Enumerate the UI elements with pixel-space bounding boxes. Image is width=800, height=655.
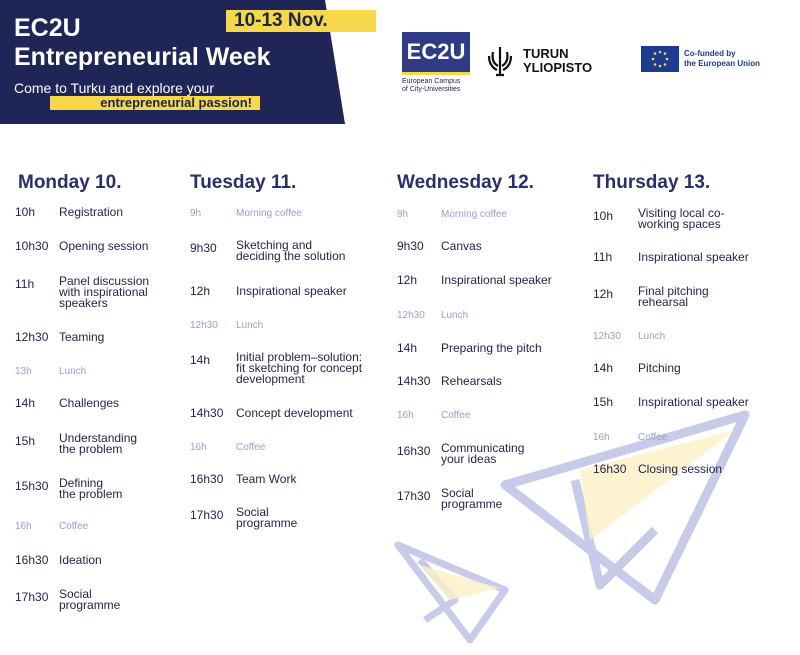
schedule-time: 14h <box>190 353 211 367</box>
day-title: Monday 10. <box>18 172 122 193</box>
schedule-time: 10h <box>593 209 614 223</box>
schedule-activity: Preparing the pitch <box>441 341 542 355</box>
day-title: Wednesday 12. <box>397 172 534 193</box>
schedule-time: 12h30 <box>397 310 425 321</box>
schedule-time: 15h <box>593 395 614 409</box>
eu-flag-icon <box>641 46 679 72</box>
schedule-time: 16h30 <box>190 472 224 486</box>
schedule-time: 14h <box>397 341 418 355</box>
schedule-activity: Understanding the problem <box>59 431 138 456</box>
event-dates: 10-13 Nov. <box>226 10 376 32</box>
schedule-time: 14h <box>15 396 36 410</box>
schedule-activity: Inspirational speaker <box>638 395 749 409</box>
schedule-activity: Pitching <box>638 361 681 375</box>
schedule-time: 9h <box>190 208 202 219</box>
schedule-time: 10h30 <box>15 239 49 253</box>
schedule-time: 16h30 <box>15 553 49 567</box>
schedule-time: 12h30 <box>593 331 621 342</box>
event-title: EC2U Entrepreneurial Week <box>14 14 271 71</box>
schedule-activity: Social programme <box>59 587 121 612</box>
schedule-time: 9h30 <box>397 239 424 253</box>
schedule-time: 16h <box>190 442 207 453</box>
schedule-time: 12h30 <box>15 330 49 344</box>
schedule-time: 9h30 <box>190 241 217 255</box>
schedule-time: 9h <box>397 209 409 220</box>
university-of-turku-logo: TURUN YLIOPISTO <box>485 44 592 78</box>
schedule-time: 16h <box>15 521 32 532</box>
schedule-time: 12h <box>190 284 211 298</box>
schedule-time: 16h <box>397 410 414 421</box>
schedule-time: 10h <box>15 205 36 219</box>
schedule-activity: Morning coffee <box>236 208 302 219</box>
schedule-activity: Panel discussion with inspirational speakers <box>59 274 150 310</box>
schedule-activity: Closing session <box>638 462 723 476</box>
schedule-activity: Inspirational speaker <box>638 250 749 264</box>
schedule-activity: Lunch <box>236 320 264 331</box>
schedule-activity: Coffee <box>441 410 471 421</box>
schedule-time: 12h <box>397 273 418 287</box>
event-subtitle-highlight: entrepreneurial passion! <box>50 96 260 110</box>
torch-icon <box>485 44 515 78</box>
schedule-activity: Concept development <box>236 406 353 420</box>
ec2u-logo: EC2U European Campus of City-Universities <box>402 32 480 94</box>
schedule-time: 17h30 <box>190 508 224 522</box>
schedule-time: 14h <box>593 361 614 375</box>
schedule-activity: Sketching and deciding the solution <box>236 238 346 263</box>
schedule-time: 13h <box>15 366 32 377</box>
schedule-activity: Final pitching rehearsal <box>638 284 709 309</box>
schedule-activity: Coffee <box>59 521 89 532</box>
schedule-time: 16h <box>593 432 610 443</box>
schedule-activity: Morning coffee <box>441 209 507 220</box>
schedule-activity: Visiting local co- working spaces <box>638 206 725 231</box>
schedule-activity: Lunch <box>441 310 469 321</box>
schedule-activity: Inspirational speaker <box>236 284 347 298</box>
eu-cofunded-logo: Co-funded by the European Union <box>641 46 760 72</box>
schedule-activity: Coffee <box>236 442 266 453</box>
schedule-activity: Ideation <box>59 553 102 567</box>
schedule-activity: Challenges <box>59 396 120 410</box>
schedule-activity: Initial problem–solution: fit sketching for concept development <box>236 350 363 386</box>
schedule-time: 11h <box>15 277 35 291</box>
schedule-time: 17h30 <box>397 489 431 503</box>
schedule-activity: Social programme <box>441 486 503 511</box>
schedule-time: 14h30 <box>397 374 431 388</box>
schedule-time: 15h30 <box>15 479 49 493</box>
schedule-activity: Inspirational speaker <box>441 273 552 287</box>
schedule-activity: Team Work <box>236 472 297 486</box>
schedule-activity: Opening session <box>59 239 149 253</box>
schedule-activity: Defining the problem <box>59 476 123 501</box>
day-title: Thursday 13. <box>593 172 711 193</box>
schedule-activity: Social programme <box>236 505 298 530</box>
schedule-activity: Communicating your ideas <box>441 441 525 466</box>
schedule-time: 15h <box>15 434 36 448</box>
schedule-activity: Canvas <box>441 239 482 253</box>
schedule-time: 17h30 <box>15 590 49 604</box>
schedule-time: 11h <box>593 250 613 264</box>
day-title: Tuesday 11. <box>190 172 297 193</box>
schedule-activity: Teaming <box>59 330 105 344</box>
schedule-activity: Lunch <box>59 366 87 377</box>
schedule-time: 12h <box>593 287 614 301</box>
schedule-time: 16h30 <box>397 444 431 458</box>
event-subtitle: Come to Turku and explore your <box>14 80 214 96</box>
schedule-activity: Lunch <box>638 331 666 342</box>
schedule-time: 16h30 <box>593 462 627 476</box>
schedule-activity: Coffee <box>638 432 668 443</box>
schedule-time: 14h30 <box>190 406 224 420</box>
schedule-time: 12h30 <box>190 320 218 331</box>
schedule-activity: Registration <box>59 205 124 219</box>
schedule-activity: Rehearsals <box>441 374 502 388</box>
